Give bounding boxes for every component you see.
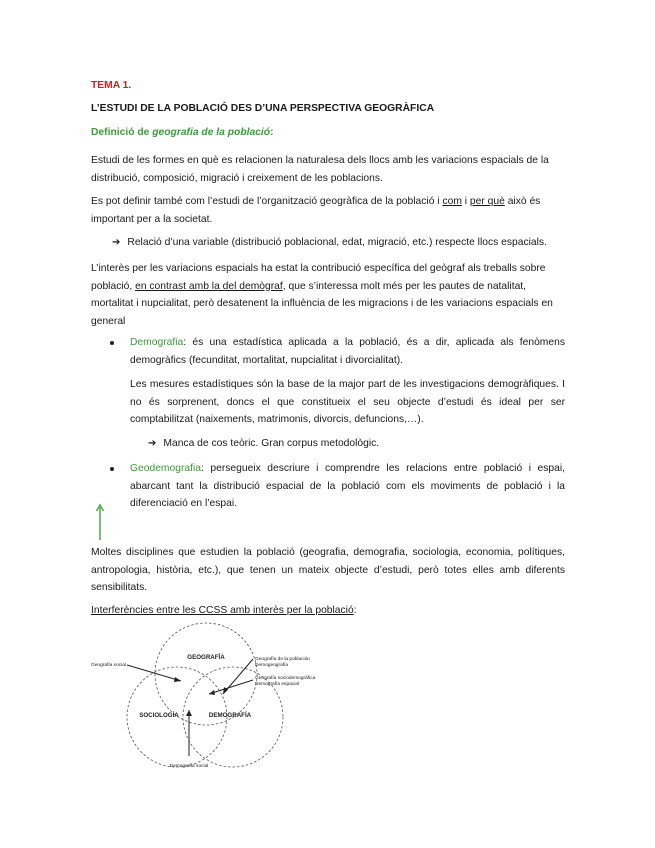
para3-text-b: , que s’interessa molt més per les pautes de natalitat, mortalitat i nupcialitat, però desatenent la influència de les migracions i de les variacions espacials en general <box>91 280 553 327</box>
para3-text-a: L’interès per les variacions espacials ha estat la contribució específica del geògraf als treballs sobre població, <box>91 263 546 292</box>
arrow-item-manca-text: Manca de cos teòric. Gran corpus metodològic. <box>163 438 380 449</box>
arrow-item-text: Relació d’una variable (distribució poblacional, edat, migració, etc.) respecte llocs espacials. <box>127 237 547 248</box>
underline-com: com <box>442 196 462 207</box>
venn-diagram <box>85 622 345 774</box>
label-geografia-sociodemografica: Geografía sociodemográfica <box>255 676 316 681</box>
definition-suffix: : <box>270 127 274 138</box>
term-geodemografia: Geodemografia <box>130 463 201 474</box>
geografia-circle <box>155 623 257 725</box>
paragraph-disciplines: Moltes disciplines que estudien la població (geografia, demografia, sociologia, economia, polítiques, antropologia, història, etc.), que tenen un mateix objecte d’estudi, però totes elles amb diferents sensibilitats. <box>91 547 565 593</box>
underline-per-que: per què <box>469 196 505 207</box>
label-geografia-social: Geografía social <box>91 663 126 668</box>
label-sociologia: SOCIOLOGÍA <box>139 712 179 719</box>
up-arrow-icon <box>95 503 105 541</box>
definition-heading <box>91 124 565 142</box>
para2-text-b: i <box>461 196 470 207</box>
right-arrow-icon: ➔ <box>112 237 121 248</box>
paragraph-definition: Estudi de les formes en què es relacionen la naturalesa dels llocs amb les variacions espacials de la distribució, composició, migració i creixement de les poblacions. <box>91 155 549 184</box>
label-geografia: GEOGRAFÍA <box>187 654 225 661</box>
bullet-dot-icon <box>110 341 114 345</box>
label-demografia: DEMOGRAFÍA <box>208 712 252 719</box>
term-demografia: Demografia <box>130 337 184 348</box>
bullet-demografia <box>130 334 565 369</box>
diagram-heading <box>91 602 565 620</box>
tema-label: TEMA 1. <box>91 80 132 91</box>
para2-text-a: Es pot definir també com l’estudi de l’organització geogràfica de la població i <box>91 196 443 207</box>
label-geografia-poblacion: Geografía de la población <box>255 657 310 662</box>
tema-heading <box>91 77 565 95</box>
label-demogeografia: Demogeografía <box>255 663 289 668</box>
diagram-title: Interferències entre les CCSS amb interès per la població <box>91 605 354 616</box>
document-title: L’ESTUDI DE LA POBLACIÓ DES D’UNA PERSPECTIVA GEOGRÀFICA <box>91 103 435 114</box>
paragraph-interes <box>91 260 565 330</box>
para2-text-c: això és important per a la societat. <box>91 196 541 225</box>
arrow-item-relacio <box>112 234 572 252</box>
bullet1-text: : és una estadística aplicada a la població, és a dir, aplicada als fenòmens demogràfics (fecunditat, mortalitat, nupcialitat i divorcialitat). <box>130 337 565 366</box>
label-demografia-social: Demografía social <box>169 764 209 769</box>
bullet-geodemografia <box>130 460 565 513</box>
paragraph-mesures: Les mesures estadístiques són la base de la major part de les investigacions demogràfiques. I no és sorprenent, doncs el que constitueix el seu objecte d’estudi és ideal per ser comptabilitzat (naixements, matrimonis, divorcis, defuncions,…). <box>130 379 565 425</box>
right-arrow-icon: ➔ <box>148 438 157 449</box>
arrow-item-manca <box>148 435 568 453</box>
definition-italic: geografia de la població <box>152 127 271 138</box>
bullet2-text: : persegueix descriure i comprendre les relacions entre població i espai, abarcant tant la distribució espacial de la població com els moviments de població i la diferenciació en l’espai. <box>130 463 565 509</box>
definition-prefix: Definició de <box>91 127 153 138</box>
label-demografia-espacial: Demografía espacial <box>255 682 299 687</box>
bullet-dot-icon <box>110 467 114 471</box>
underline-contrast: en contrast amb la del demògraf <box>135 280 283 292</box>
paragraph-organization <box>91 193 565 228</box>
diagram-title-suffix: : <box>353 605 357 616</box>
